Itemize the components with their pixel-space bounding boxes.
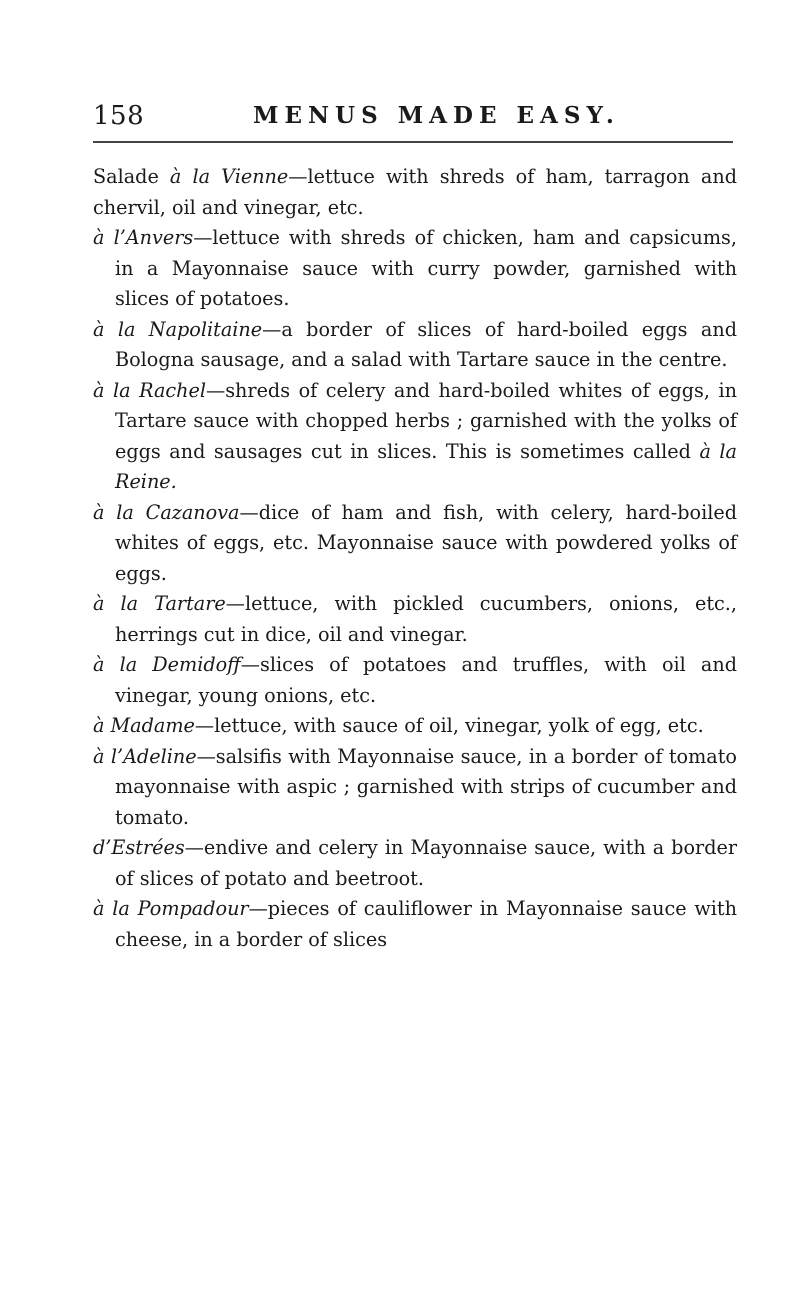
salad-name: à la Cazanova bbox=[93, 500, 240, 524]
salad-name: à la Pompadour bbox=[93, 897, 249, 920]
salad-entry-madame bbox=[93, 711, 737, 742]
entry-prefix: Salade bbox=[93, 165, 170, 188]
page-number: 158 bbox=[93, 101, 145, 131]
salad-entry-adeline bbox=[93, 742, 737, 834]
salad-entry-pompadour bbox=[93, 894, 737, 955]
salad-description: —endive and celery in Mayonnaise sauce, with a border of slices of potato and beetroot. bbox=[115, 836, 737, 890]
salad-entry-demidoff bbox=[93, 650, 737, 711]
salad-list bbox=[93, 162, 737, 955]
running-title: MENUS MADE EASY. bbox=[253, 102, 620, 129]
salad-entry-anvers bbox=[93, 223, 737, 315]
salad-name: à la Napolitaine bbox=[93, 317, 263, 341]
salad-entry-rachel bbox=[93, 376, 737, 498]
salad-description: —a border of slices of hard-boiled eggs and Bologna sausage, and a salad with Tartare sauce in the centre. bbox=[115, 317, 737, 371]
salad-name: à la Rachel bbox=[93, 378, 207, 402]
salad-entry-estrees bbox=[93, 833, 737, 894]
salad-description: —pieces of cauliflower in Mayonnaise sauce with cheese, in a border of slices bbox=[115, 897, 737, 951]
salad-entry-vienne bbox=[93, 162, 737, 223]
header-rule bbox=[93, 141, 733, 143]
salad-description: —lettuce with shreds of ham, tarragon and chervil, oil and vinegar, etc. bbox=[93, 165, 737, 219]
salad-entry-napolitaine bbox=[93, 315, 737, 376]
salad-description: —lettuce, with pickled cucumbers, onions, etc., herrings cut in dice, oil and vinegar. bbox=[115, 592, 738, 646]
salad-entry-tartare bbox=[93, 589, 737, 650]
salad-name: à la Demidoff bbox=[93, 653, 241, 676]
salad-name: à l’Adeline bbox=[93, 744, 197, 768]
salad-name: d’Estrées bbox=[93, 836, 185, 859]
salad-description: —lettuce, with sauce of oil, vinegar, yolk of egg, etc. bbox=[194, 714, 704, 737]
salad-name: à la Vienne bbox=[169, 165, 289, 188]
salad-name: à la Tartare bbox=[93, 592, 226, 615]
salad-description: —shreds of celery and hard-boiled whites of eggs, in Tartare sauce with chopped herbs ; garnished with the yolks of eggs and sausages cut in slices. This is sometimes called bbox=[115, 378, 737, 463]
salad-name: à l’Anvers bbox=[93, 226, 194, 249]
salad-description: —slices of potatoes and truffles, with oil and vinegar, young onions, etc. bbox=[115, 653, 737, 707]
page-header bbox=[93, 96, 733, 136]
salad-name: à Madame bbox=[93, 714, 195, 737]
salad-description: —dice of ham and fish, with celery, hard-boiled whites of eggs, etc. Mayonnaise sauce with powdered yolks of eggs. bbox=[115, 500, 737, 585]
salad-alt-name: à la Reine. bbox=[115, 439, 737, 493]
salad-entry-cazanova bbox=[93, 498, 737, 590]
salad-description: —lettuce with shreds of chicken, ham and capsicums, in a Mayonnaise sauce with curry powder, garnished with slices of potatoes. bbox=[115, 226, 737, 310]
salad-description: —salsifis with Mayonnaise sauce, in a border of tomato mayonnaise with aspic ; garnished with strips of cucumber and tomato. bbox=[115, 744, 737, 829]
